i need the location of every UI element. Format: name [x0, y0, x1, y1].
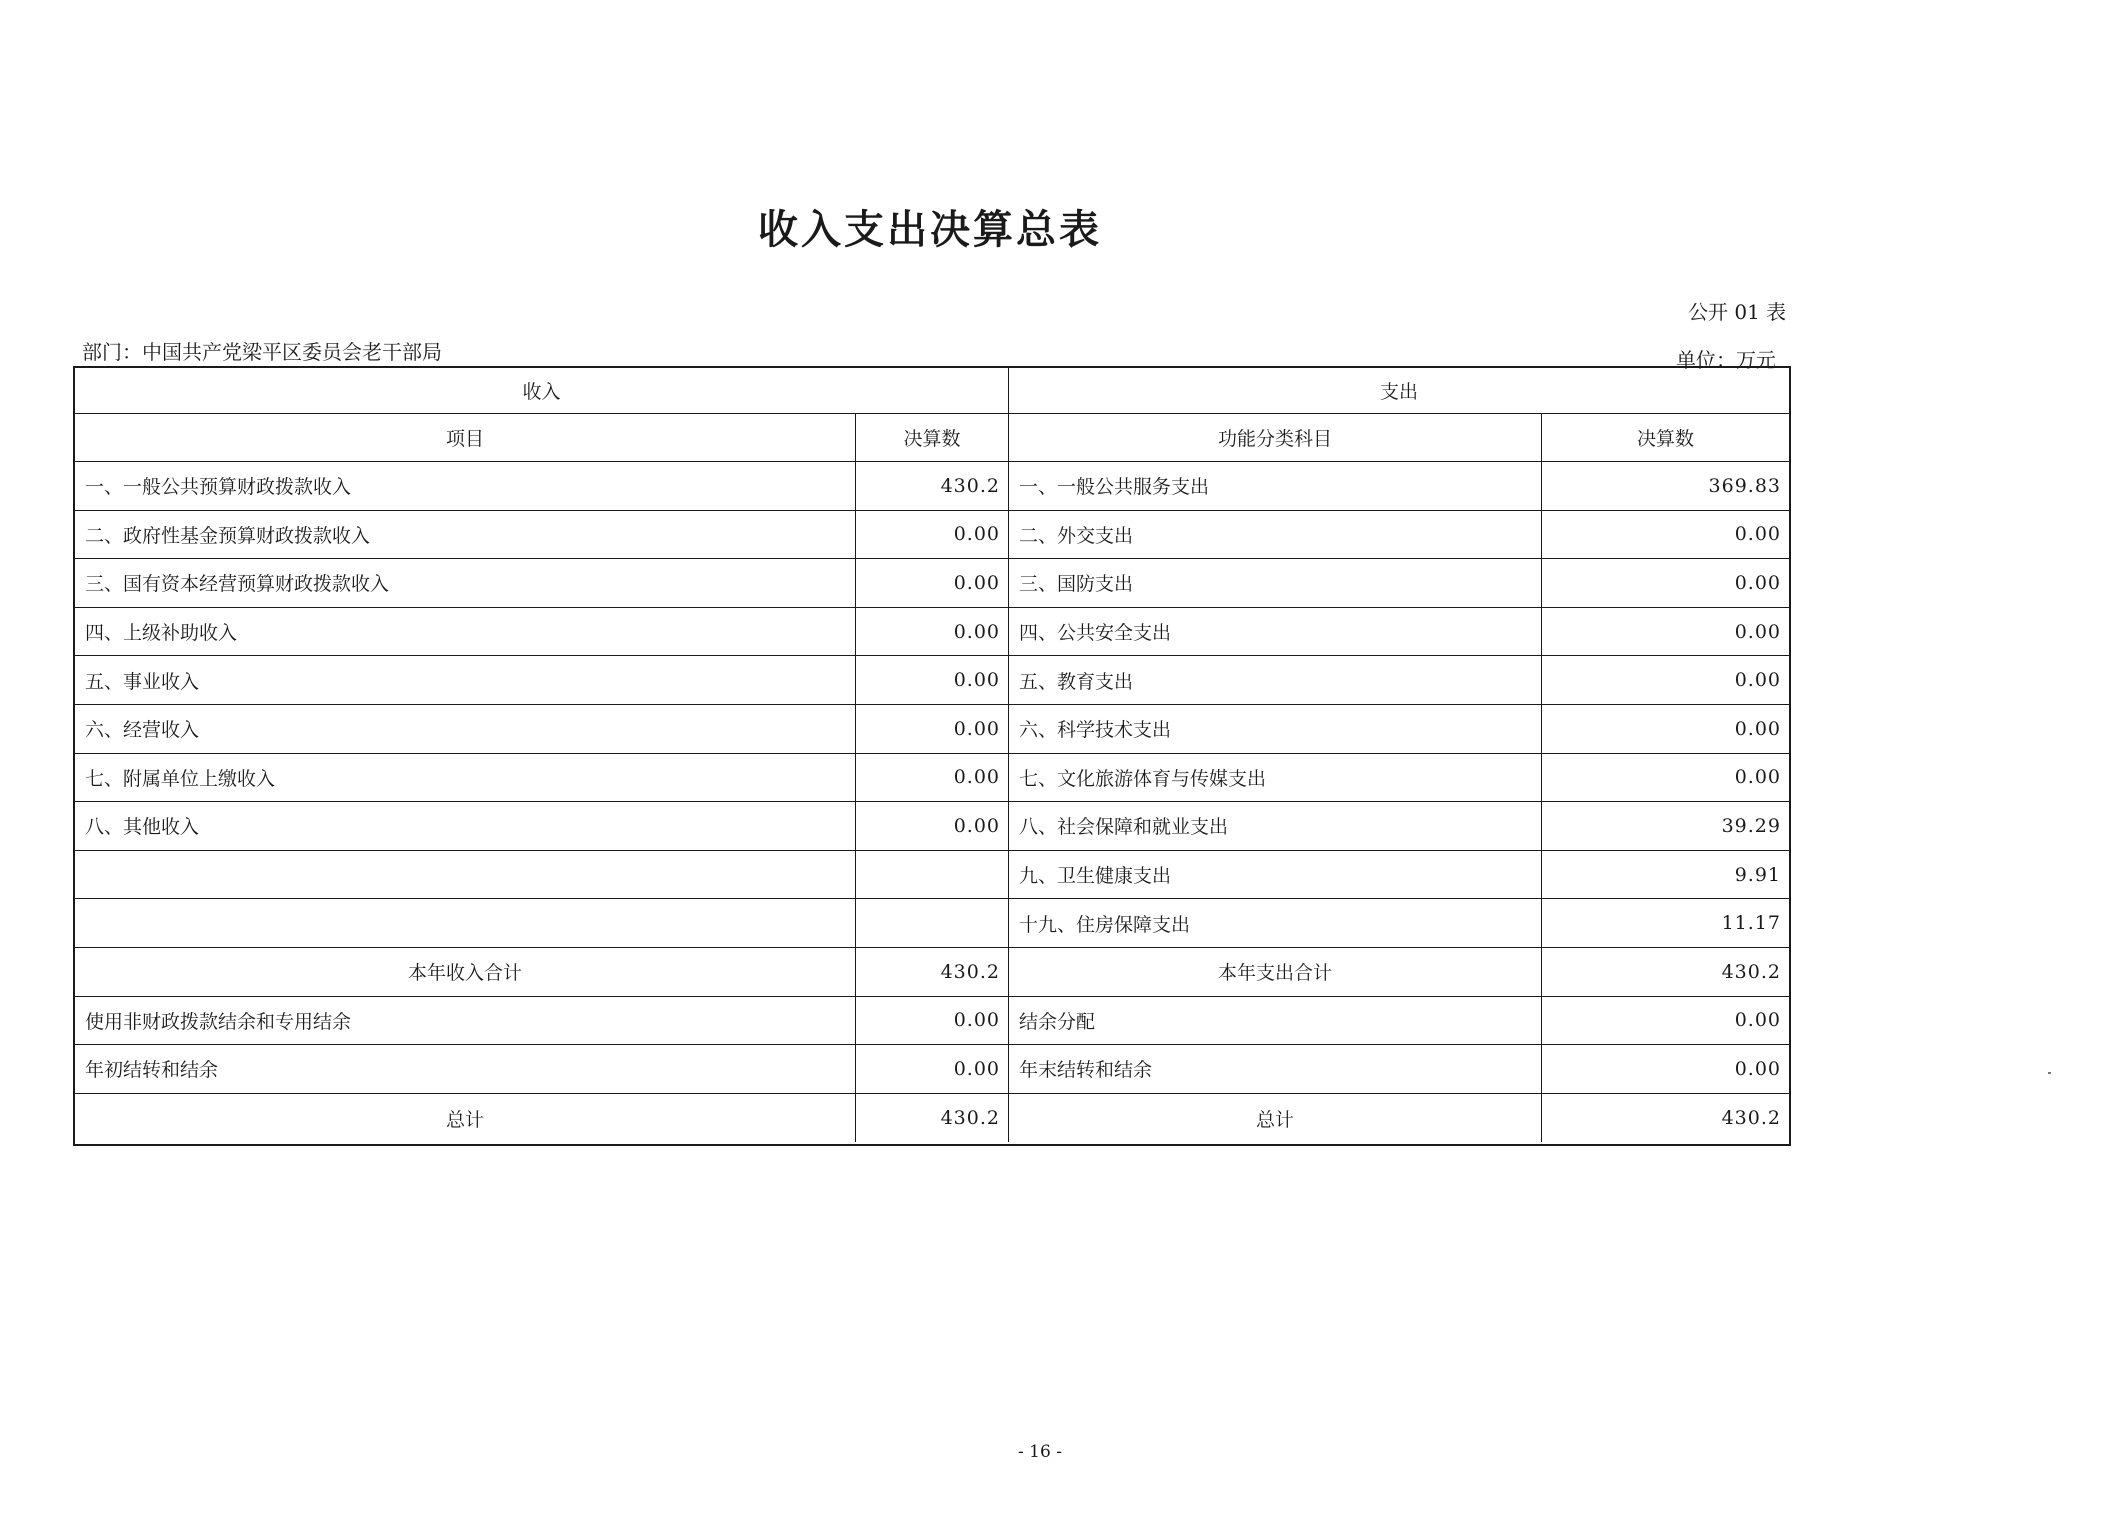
expense-amount-cell: 11.17: [1542, 899, 1789, 948]
income-item-cell: [75, 899, 856, 948]
income-item-cell: 四、上级补助收入: [75, 608, 856, 657]
expense-amount-cell: 0.00: [1542, 608, 1789, 657]
expense-amount-cell: 369.83: [1542, 462, 1789, 511]
income-amount-cell: 0.00: [856, 511, 1009, 560]
income-item-cell: 六、经营收入: [75, 705, 856, 754]
income-amount-cell: 0.00: [856, 802, 1009, 851]
expense-item-cell: 十九、住房保障支出: [1009, 899, 1542, 948]
expense-amount-cell: 39.29: [1542, 802, 1789, 851]
income-amount-cell: [856, 899, 1009, 948]
income-amount-cell: 430.2: [856, 462, 1009, 511]
expense-item-cell: 结余分配: [1009, 997, 1542, 1046]
expense-item-cell: 本年支出合计: [1009, 948, 1542, 997]
income-amount-cell: 0.00: [856, 997, 1009, 1046]
page-title: 收入支出决算总表: [758, 206, 1102, 253]
income-item-cell: [75, 851, 856, 900]
expense-item-cell: 四、公共安全支出: [1009, 608, 1542, 657]
income-item-cell: 年初结转和结余: [75, 1045, 856, 1094]
expense-section-header: 支出: [1009, 368, 1789, 414]
expense-item-cell: 总计: [1009, 1094, 1542, 1143]
expense-item-cell: 三、国防支出: [1009, 559, 1542, 608]
expense-item-cell: 二、外交支出: [1009, 511, 1542, 560]
income-amount-cell: 0.00: [856, 559, 1009, 608]
income-item-cell: 二、政府性基金预算财政拨款收入: [75, 511, 856, 560]
expense-item-cell: 六、科学技术支出: [1009, 705, 1542, 754]
income-amount-cell: 0.00: [856, 754, 1009, 803]
expense-amount-cell: 430.2: [1542, 948, 1789, 997]
department-label: 部门：中国共产党梁平区委员会老干部局: [82, 340, 442, 364]
income-expense-table: [73, 366, 1791, 1146]
income-amount-cell: 430.2: [856, 1094, 1009, 1143]
income-item-cell: 使用非财政拨款结余和专用结余: [75, 997, 856, 1046]
income-item-cell: 八、其他收入: [75, 802, 856, 851]
expense-item-column-header: 功能分类科目: [1009, 414, 1542, 462]
income-item-column-header: 项目: [75, 414, 856, 462]
income-item-cell: 一、一般公共预算财政拨款收入: [75, 462, 856, 511]
form-number: 公开 01 表: [1688, 300, 1787, 324]
income-item-cell: 七、附属单位上缴收入: [75, 754, 856, 803]
expense-amount-column-header: 决算数: [1542, 414, 1789, 462]
income-amount-cell: 0.00: [856, 608, 1009, 657]
income-amount-cell: [856, 851, 1009, 900]
expense-item-cell: 八、社会保障和就业支出: [1009, 802, 1542, 851]
income-item-cell: 五、事业收入: [75, 656, 856, 705]
expense-amount-cell: 430.2: [1721, 1107, 1781, 1130]
expense-amount-cell: 0.00: [1542, 754, 1789, 803]
expense-amount-cell: 0.00: [1542, 1045, 1789, 1094]
expense-item-cell: 一、一般公共服务支出: [1009, 462, 1542, 511]
expense-amount-cell: 0.00: [1542, 559, 1789, 608]
expense-amount-cell: 0.00: [1542, 705, 1789, 754]
income-amount-cell: 430.2: [856, 948, 1009, 997]
expense-amount-cell: 0.00: [1542, 511, 1789, 560]
income-section-header: 收入: [75, 368, 1009, 414]
expense-item-cell: 五、教育支出: [1009, 656, 1542, 705]
income-item-cell: 本年收入合计: [75, 948, 856, 997]
income-amount-cell: 0.00: [856, 656, 1009, 705]
expense-item-cell: 七、文化旅游体育与传媒支出: [1009, 754, 1542, 803]
expense-amount-cell: 0.00: [1542, 997, 1789, 1046]
expense-amount-cell: 9.91: [1542, 851, 1789, 900]
income-amount-cell: 0.00: [856, 1045, 1009, 1094]
scan-speck: [2048, 1072, 2051, 1074]
income-amount-column-header: 决算数: [856, 414, 1009, 462]
expense-item-cell: 年末结转和结余: [1009, 1045, 1542, 1094]
expense-item-cell: 九、卫生健康支出: [1009, 851, 1542, 900]
expense-amount-cell: 0.00: [1542, 656, 1789, 705]
income-item-cell: 总计: [75, 1094, 856, 1143]
income-amount-cell: 0.00: [856, 705, 1009, 754]
page-number: - 16 -: [1018, 1442, 1062, 1462]
unit-label: 单位：万元: [1676, 348, 1776, 372]
income-item-cell: 三、国有资本经营预算财政拨款收入: [75, 559, 856, 608]
